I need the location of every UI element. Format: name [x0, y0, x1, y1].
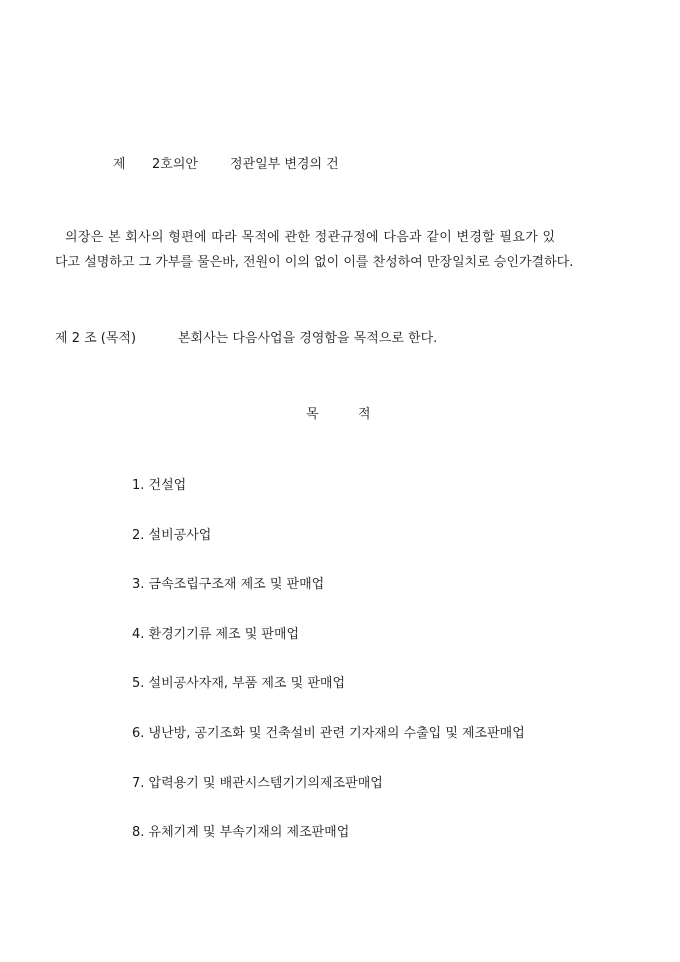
- section-title-char-2: 적: [358, 407, 371, 422]
- purpose-item-2: 2. 설비공사업: [132, 527, 212, 543]
- purpose-item-7: 7. 압력용기 및 배관시스템기기의제조판매업: [132, 775, 383, 791]
- purpose-item-8: 8. 유체기계 및 부속기재의 제조판매업: [132, 825, 350, 841]
- article-text: 본회사는 다음사업을 경영함을 목적으로 한다.: [178, 331, 438, 346]
- purpose-list: [132, 474, 525, 871]
- agenda-title: 정관일부 변경의 건: [230, 157, 339, 172]
- resolution-line-2: 다고 설명하고 그 가부를 물은바, 전원이 이의 없이 이를 찬성하여 만장일치로 승인가결하다.: [55, 255, 574, 270]
- purpose-item-3: 3. 금속조립구조재 제조 및 판매업: [132, 577, 325, 593]
- resolution-paragraph: [55, 225, 635, 275]
- article-label: 제 2 조 (목적): [55, 331, 137, 346]
- agenda-prefix: 제: [113, 157, 126, 172]
- section-title-char-1: 목: [306, 407, 319, 422]
- purpose-item-6: 6. 냉난방, 공기조화 및 건축설비 관련 기자재의 수출입 및 제조판매업: [132, 725, 525, 741]
- resolution-line-1: 의장은 본 회사의 형편에 따라 목적에 관한 정관규정에 다음과 같이 변경할 필요가 있: [65, 230, 556, 245]
- purpose-item-5: 5. 설비공사자재, 부품 제조 및 판매업: [132, 676, 346, 692]
- agenda-number: 2호의안: [152, 157, 198, 172]
- purpose-item-1: 1. 건설업: [132, 478, 187, 493]
- purpose-item-4: 4. 환경기기류 제조 및 판매업: [132, 626, 300, 642]
